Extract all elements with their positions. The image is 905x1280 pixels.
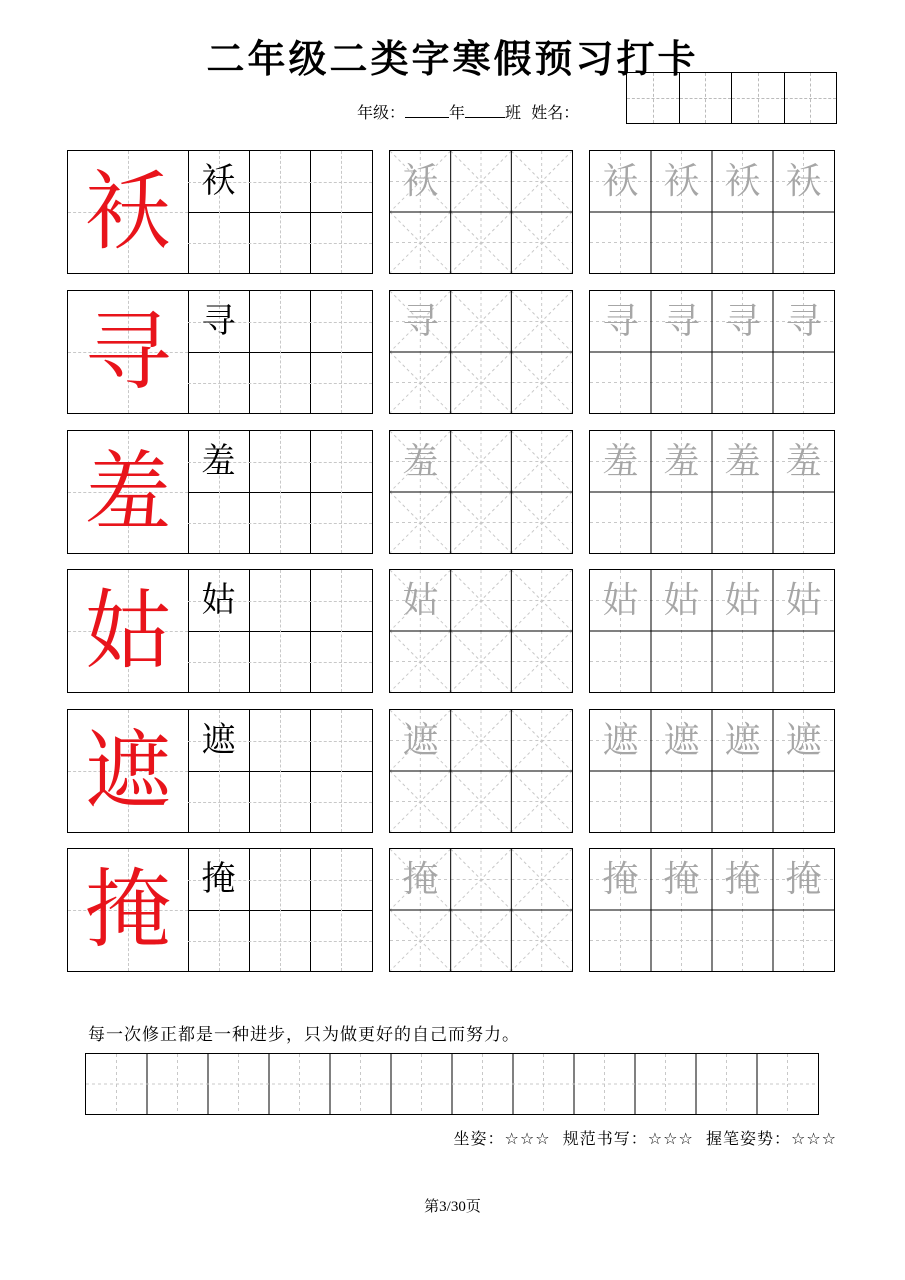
big-char-cell (68, 151, 189, 273)
class-suffix: 班 (505, 103, 522, 122)
trace-char: 掩 (724, 859, 761, 900)
big-char-cell (68, 570, 189, 692)
grid-line (249, 291, 250, 413)
grid-line (310, 431, 311, 553)
trace-grid[interactable] (589, 290, 835, 414)
mi-grid[interactable] (389, 150, 573, 274)
sitting-stars[interactable]: ☆☆☆ (504, 1129, 551, 1148)
grip-label: 握笔姿势： (705, 1129, 791, 1148)
grade-blank[interactable] (405, 101, 449, 118)
trace-char: 姑 (785, 580, 822, 621)
trace-char: 掩 (402, 859, 439, 900)
trace-char: 姑 (402, 580, 439, 621)
mi-grid[interactable] (389, 848, 573, 972)
model-grid (67, 709, 373, 833)
trace-char: 遮 (724, 720, 761, 761)
trace-char: 袄 (724, 161, 761, 202)
grid-line (249, 570, 250, 692)
model-grid (67, 569, 373, 693)
practice-row (67, 150, 835, 274)
grid-line (310, 151, 311, 273)
big-char-cell (68, 710, 189, 832)
grid-dash (280, 570, 281, 692)
trace-char: 羞 (663, 441, 700, 482)
big-char-cell (68, 291, 189, 413)
trace-char: 掩 (602, 859, 639, 900)
grid-dash (280, 151, 281, 273)
grid-dash (341, 431, 342, 553)
name-box[interactable] (627, 73, 680, 123)
practice-row (67, 848, 835, 972)
trace-grid[interactable] (589, 150, 835, 274)
rating (454, 1126, 837, 1149)
small-writing-grid[interactable] (188, 291, 372, 413)
model-grid (67, 848, 373, 972)
small-model-char: 掩 (201, 859, 236, 899)
small-model-char: 寻 (201, 301, 236, 341)
trace-grid[interactable] (589, 569, 835, 693)
trace-char: 寻 (402, 301, 439, 342)
small-writing-grid[interactable] (188, 849, 372, 971)
trace-char: 羞 (402, 441, 439, 482)
trace-char: 掩 (785, 859, 822, 900)
writing-label: 规范书写： (562, 1129, 648, 1148)
trace-char: 姑 (724, 580, 761, 621)
motto: 每一次修正都是一种进步，只为做更好的自己而努力。 (88, 1025, 520, 1045)
grid-dash (280, 291, 281, 413)
trace-char: 袄 (663, 161, 700, 202)
grid-line (310, 710, 311, 832)
small-writing-grid[interactable] (188, 431, 372, 553)
practice-strip-grid (86, 1054, 820, 1116)
name-box[interactable] (732, 73, 785, 123)
grid-line (249, 431, 250, 553)
grid-line (310, 570, 311, 692)
big-model-char: 羞 (85, 442, 171, 542)
grid-line (310, 849, 311, 971)
trace-char: 寻 (663, 301, 700, 342)
grid-line (310, 291, 311, 413)
mi-grid[interactable] (389, 430, 573, 554)
model-grid (67, 150, 373, 274)
trace-char: 袄 (785, 161, 822, 202)
name-boxes[interactable] (626, 72, 837, 124)
mi-grid[interactable] (389, 290, 573, 414)
trace-char: 遮 (402, 720, 439, 761)
grip-stars[interactable]: ☆☆☆ (790, 1129, 837, 1148)
trace-char: 遮 (663, 720, 700, 761)
small-model-char: 姑 (201, 580, 236, 620)
trace-char: 袄 (602, 161, 639, 202)
big-model-char: 袄 (85, 162, 171, 262)
trace-char: 姑 (602, 580, 639, 621)
page-title: 二年级二类字寒假预习打卡 (206, 37, 699, 81)
writing-stars[interactable]: ☆☆☆ (647, 1129, 694, 1148)
grid-dash (280, 431, 281, 553)
small-writing-grid[interactable] (188, 710, 372, 832)
trace-char: 掩 (663, 859, 700, 900)
big-model-char: 姑 (85, 581, 171, 681)
trace-grid[interactable] (589, 430, 835, 554)
big-model-char: 寻 (85, 302, 171, 402)
grid-line (249, 849, 250, 971)
grid-line (249, 710, 250, 832)
big-char-cell (68, 849, 189, 971)
practice-strip[interactable] (85, 1053, 819, 1115)
big-char-cell (68, 431, 189, 553)
trace-grid[interactable] (589, 709, 835, 833)
page-number: 第3/30页 (424, 1199, 481, 1215)
class-blank[interactable] (465, 101, 505, 118)
name-box[interactable] (785, 73, 837, 123)
big-model-char: 遮 (85, 721, 171, 821)
practice-row (67, 430, 835, 554)
trace-char: 姑 (663, 580, 700, 621)
trace-grid[interactable] (589, 848, 835, 972)
small-model-char: 羞 (201, 441, 236, 481)
small-model-char: 遮 (201, 720, 236, 760)
trace-char: 羞 (724, 441, 761, 482)
trace-char: 寻 (785, 301, 822, 342)
small-model-char: 袄 (201, 161, 236, 201)
grid-line (249, 151, 250, 273)
trace-char: 遮 (602, 720, 639, 761)
grid-dash (341, 570, 342, 692)
grid-dash (280, 849, 281, 971)
trace-char: 寻 (724, 301, 761, 342)
name-label: 姓名： (531, 103, 580, 122)
student-info (357, 100, 579, 123)
big-model-char: 掩 (85, 860, 171, 960)
sitting-label: 坐姿： (453, 1129, 505, 1148)
grid-dash (280, 710, 281, 832)
trace-char: 寻 (602, 301, 639, 342)
trace-char: 袄 (402, 161, 439, 202)
trace-char: 遮 (785, 720, 822, 761)
practice-row (67, 569, 835, 693)
year-suffix: 年 (449, 103, 466, 122)
trace-char: 羞 (785, 441, 822, 482)
trace-char: 羞 (602, 441, 639, 482)
grid-dash (341, 151, 342, 273)
mi-grid[interactable] (389, 569, 573, 693)
name-box[interactable] (680, 73, 733, 123)
practice-row (67, 290, 835, 414)
model-grid (67, 430, 373, 554)
grid-dash (341, 291, 342, 413)
grid-dash (341, 710, 342, 832)
grade-label: 年级： (357, 103, 406, 122)
small-writing-grid[interactable] (188, 151, 372, 273)
small-writing-grid[interactable] (188, 570, 372, 692)
mi-grid[interactable] (389, 709, 573, 833)
model-grid (67, 290, 373, 414)
grid-dash (341, 849, 342, 971)
practice-row (67, 709, 835, 833)
